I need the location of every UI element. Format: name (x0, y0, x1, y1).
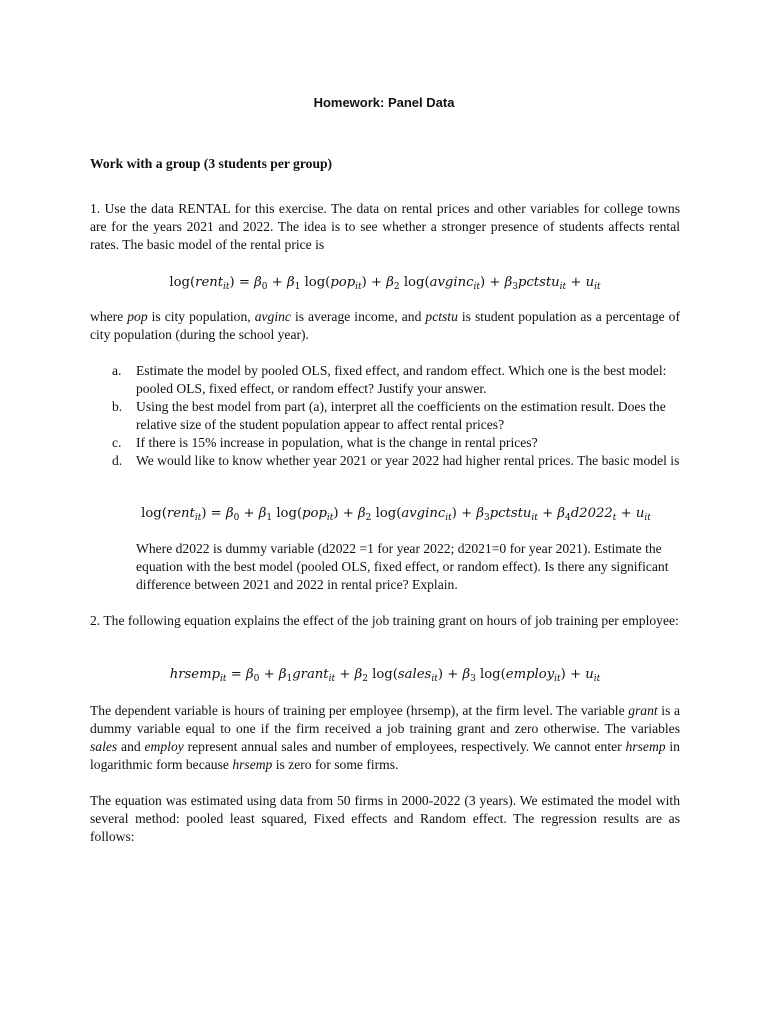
q2-variable-definitions: The dependent variable is hours of training per employee (hrsemp), at the firm level. The variable grant is a dummy variable equal to one if the firm received a job training grant and zero otherwise. The variables sales and employ represent annual sales and number of employees, respectively. We cannot enter hrsemp in logarithmic form because hrsemp is zero for some firms. (90, 703, 680, 772)
q2-estimation-text: The equation was estimated using data from 50 firms in 2000-2022 (3 years). We estimated the model with several method: pooled least squared, Fixed effects and Random effect. The regression results are as follows: (90, 793, 680, 844)
equation-3: hrsemp$_{it}$ = $\beta_0$ + $\beta_1grant_{it} + \beta_2$ log(sales$_{it}$) + $\beta_3$ log(employ$_{it}$) + $u_{it}$ (169, 667, 601, 684)
list-item: d. We would like to know whether year 2021 or year 2022 had higher rental prices. The basic model is (112, 453, 680, 468)
q1-d-followup: Where d2022 is dummy variable (d2022 =1 for year 2022; d2021=0 for year 2021). Estimate the equation with the best model (pooled OLS, fixed effect, or random effect). Is there any significant difference between 2021 and 2022 in rental price? Explain. (136, 541, 669, 592)
list-item: a. Estimate the model by pooled OLS, fixed effect, and random effect. Which one is the best model: pooled OLS, fixed effect, or random effect? Justify your answer. (112, 363, 667, 396)
q1-intro-text: 1. Use the data RENTAL for this exercise. The data on rental prices and other variables for college towns are for the years 2021 and 2022. The idea is to see whether a stronger presence of students affects rental rates. The basic model of the rental price is (90, 201, 680, 252)
q1-variable-definitions: where pop is city population, avginc is average income, and pctstu is student population as a percentage of city population (during the school year). (90, 309, 681, 342)
list-item: b. Using the best model from part (a), interpret all the coefficients on the estimation result. Does the relative size of the student population appear to affect rental prices? (112, 399, 666, 432)
document-title: Homework: Panel Data (313, 95, 455, 110)
list-item: c. If there is 15% increase in population, what is the change in rental prices? (112, 435, 538, 450)
q1-subquestions (112, 362, 680, 470)
group-instruction: Work with a group (3 students per group) (90, 156, 333, 171)
q2-estimation-note (90, 792, 680, 846)
q2-intro (90, 612, 680, 630)
q2-intro-text: 2. The following equation explains the effect of the job training grant on hours of job training per employee: (90, 613, 679, 628)
equation-1: log(rent$_{it}$) = $\beta_0 + \beta_1$ $\log(pop_{it}) + \beta_2$ log(avginc$_{it}$) + $\beta_3pctstu_{it} + u_{it}$ (169, 275, 601, 292)
equation-2: log(rent$_{it}$) = $\beta_0 + \beta_1$ $\log(pop_{it}) + \beta_2$ log(avginc$_{it}$) + $\beta_3pctstu_{it} + \beta_4d2022_t + u_{it}$ (141, 506, 651, 523)
q1-intro (90, 200, 680, 254)
